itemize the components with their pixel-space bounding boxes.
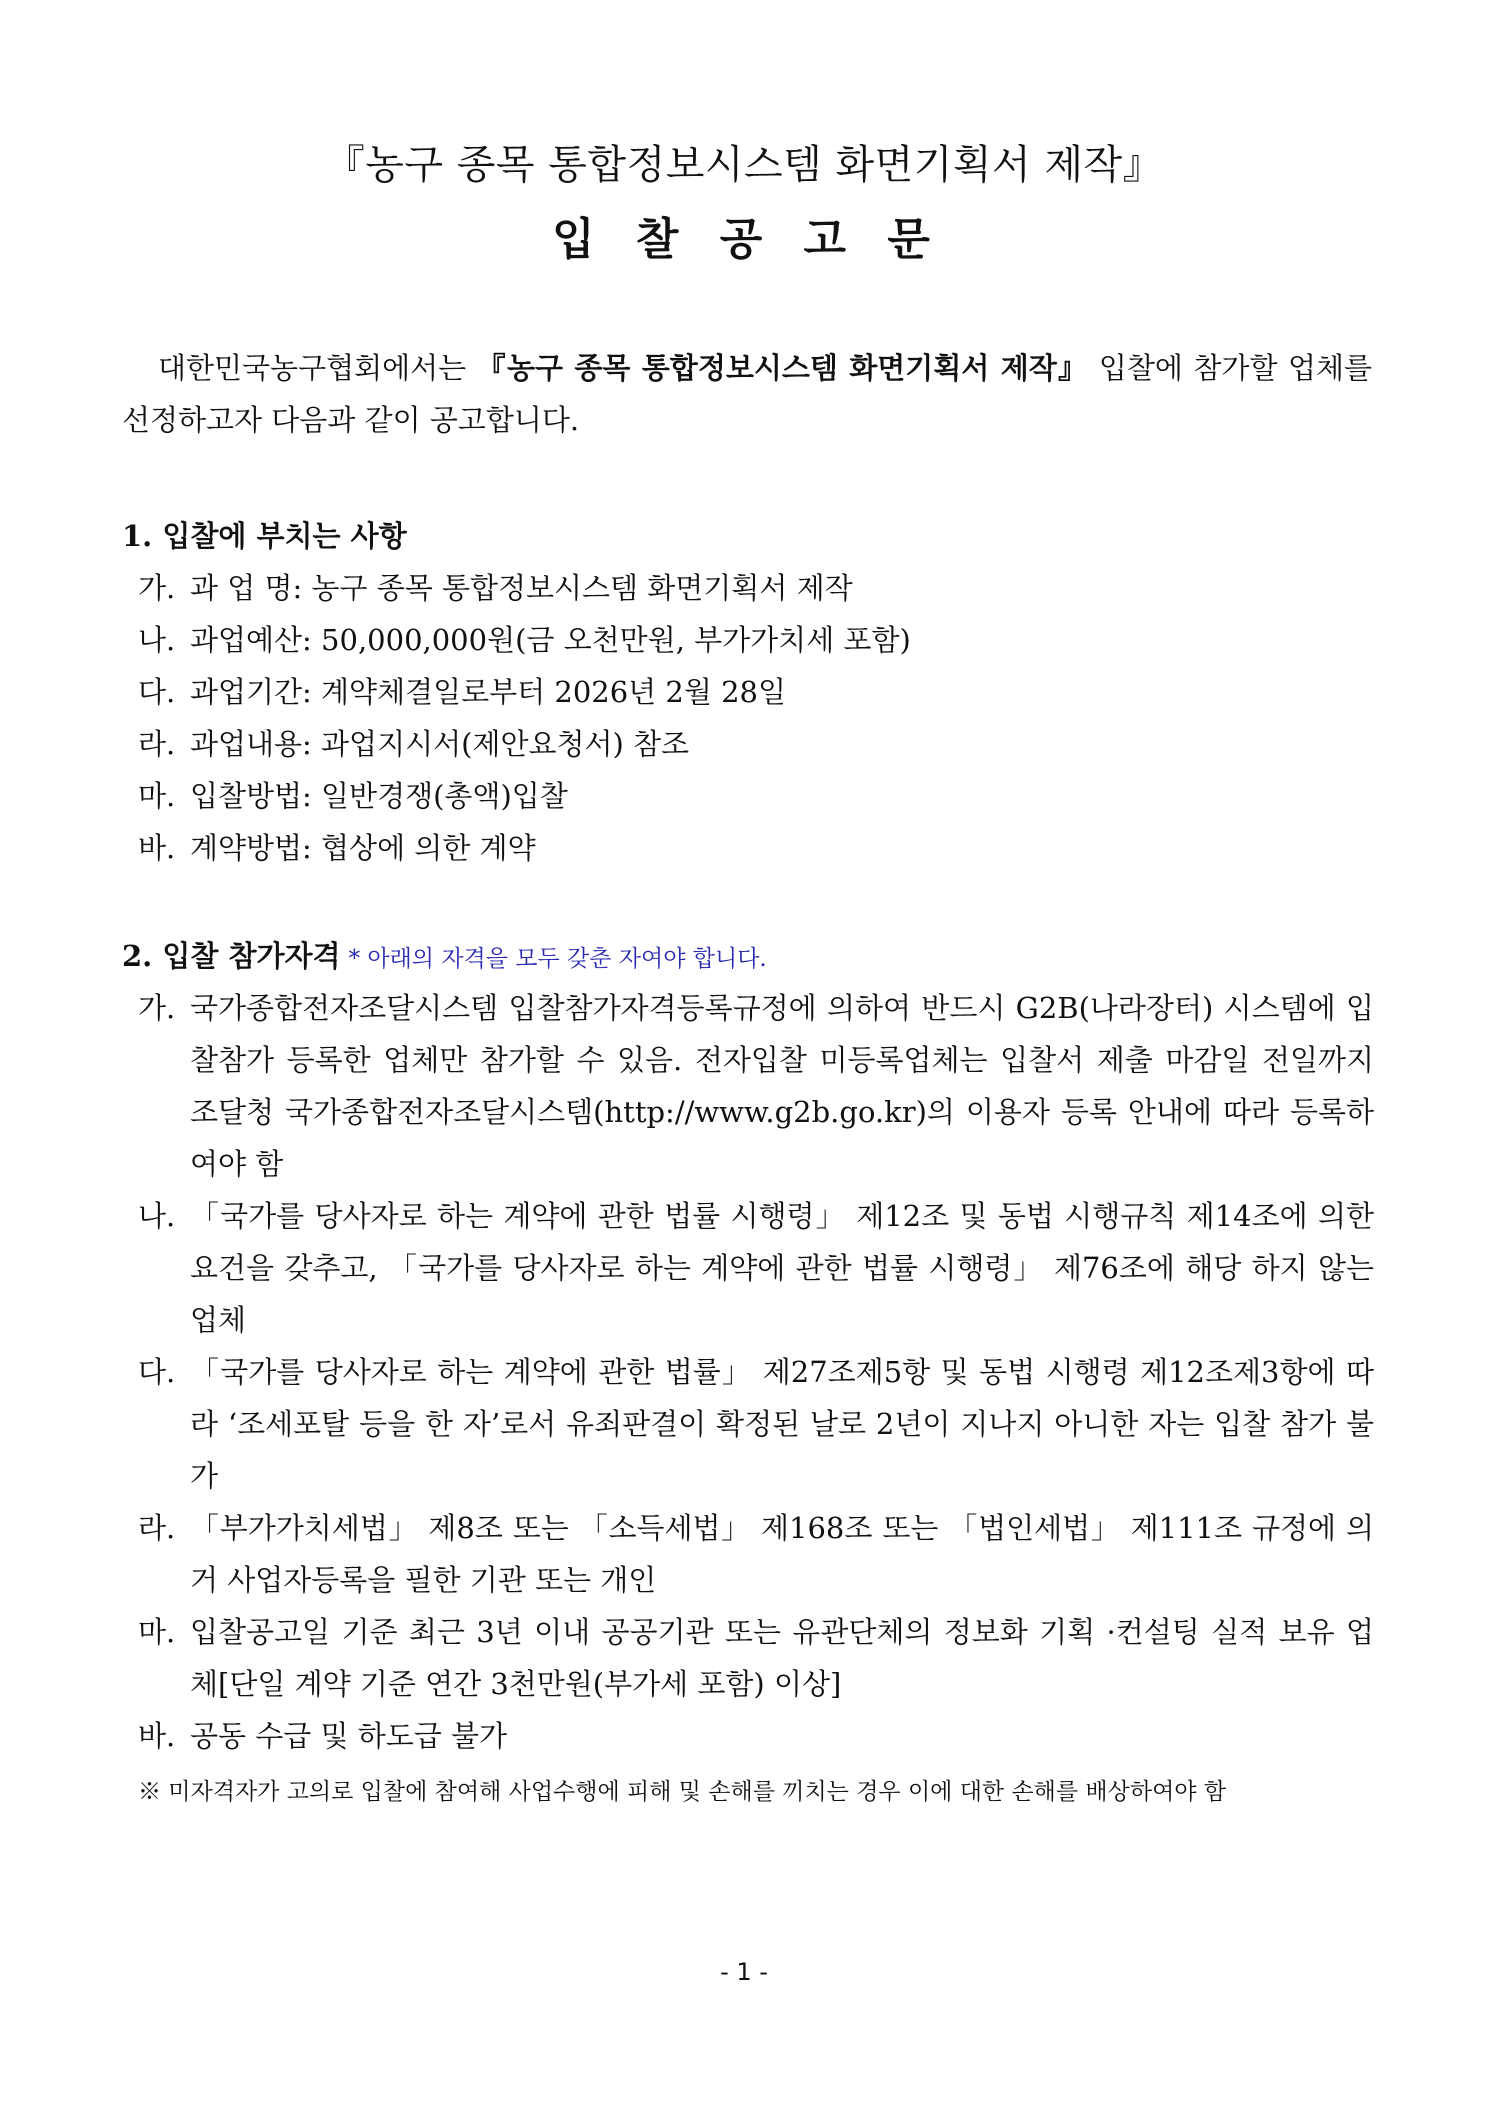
- list-item-text: 공동 수급 및 하도급 불가: [190, 1719, 508, 1753]
- section-1-heading-text: 1. 입찰에 부치는 사항: [122, 519, 407, 553]
- list-marker: 마.: [138, 1615, 176, 1649]
- intro-prefix: 대한민국농구협회에서는: [158, 351, 477, 385]
- list-item: [138, 1710, 1374, 1762]
- list-item-text: 「국가를 당사자로 하는 계약에 관한 법률」 제27조제5항 및 동법 시행령 제12조제3항에 따라 ‘조세포탈 등을 한 자’로서 유죄판결이 확정된 날로 2년이 지나지 아니한 자는 입찰 참가 불가: [190, 1355, 1374, 1493]
- section-2-heading: [122, 930, 767, 985]
- list-marker: 나.: [138, 623, 176, 657]
- list-item-text: 과업내용: 과업지시서(제안요청서) 참조: [190, 727, 690, 761]
- document-title: 『농구 종목 통합정보시스템 화면기획서 제작』: [324, 142, 1164, 188]
- list-marker: 라.: [138, 727, 176, 761]
- section-1-heading: [122, 510, 407, 562]
- footnote: ※ 미자격자가 고의로 입찰에 참여해 사업수행에 피해 및 손해를 끼치는 경우 이에 대한 손해를 배상하여야 함: [138, 1779, 1227, 1805]
- list-item: [138, 822, 1374, 874]
- list-marker: 가.: [138, 571, 176, 605]
- list-item-text: 과 업 명: 농구 종목 통합정보시스템 화면기획서 제작: [190, 571, 853, 605]
- list-marker: 나.: [138, 1199, 176, 1233]
- list-marker: 바.: [138, 831, 176, 865]
- list-item-text: 과업예산: 50,000,000원(금 오천만원, 부가가치세 포함): [190, 623, 911, 657]
- list-item: [138, 1502, 1374, 1606]
- list-item: [138, 666, 1374, 718]
- list-item: [138, 562, 1374, 614]
- list-item-text: 국가종합전자조달시스템 입찰참가자격등록규정에 의하여 반드시 G2B(나라장터) 시스템에 입찰참가 등록한 업체만 참가할 수 있음. 전자입찰 미등록업체는 입찰서 제출 마감일 전일까지 조달청 국가종합전자조달시스템(http://www.g2b.go.kr)의 이용자 등록 안내에 따라 등록하여야 함: [190, 991, 1374, 1181]
- document-subtitle: 입 찰 공 고 문: [552, 214, 936, 265]
- page-number: - 1 -: [720, 1958, 768, 1986]
- list-item-text: 입찰방법: 일반경쟁(총액)입찰: [190, 779, 568, 813]
- intro-suffix: 입찰에 참가할 업체를 선정하고자 다음과 같이 공고합니다.: [122, 351, 1373, 437]
- list-item: [138, 770, 1374, 822]
- list-item: [138, 614, 1374, 666]
- list-item-text: 과업기간: 계약체결일로부터 2026년 2월 28일: [190, 675, 787, 709]
- list-marker: 다.: [138, 1355, 176, 1389]
- list-item: [138, 1190, 1374, 1346]
- list-marker: 가.: [138, 991, 176, 1025]
- list-marker: 다.: [138, 675, 176, 709]
- list-marker: 마.: [138, 779, 176, 813]
- list-item-text: 계약방법: 협상에 의한 계약: [190, 831, 536, 865]
- list-marker: 라.: [138, 1511, 176, 1545]
- section-2-list: [138, 982, 1374, 1762]
- list-item: [138, 982, 1374, 1190]
- intro-paragraph: [122, 342, 1372, 446]
- list-item: [138, 1346, 1374, 1502]
- section-1-list: [138, 562, 1374, 874]
- intro-emphasis: 『농구 종목 통합정보시스템 화면기획서 제작』: [476, 351, 1089, 385]
- section-2-heading-text: 2. 입찰 참가자격: [122, 939, 341, 973]
- list-item-text: 「부가가치세법」 제8조 또는 「소득세법」 제168조 또는 「법인세법」 제111조 규정에 의거 사업자등록을 필한 기관 또는 개인: [190, 1511, 1374, 1597]
- list-marker: 바.: [138, 1719, 176, 1753]
- list-item: [138, 1606, 1374, 1710]
- section-2-note: * 아래의 자격을 모두 갖춘 자여야 합니다.: [348, 946, 767, 972]
- list-item-text: 입찰공고일 기준 최근 3년 이내 공공기관 또는 유관단체의 정보화 기획 ·컨설팅 실적 보유 업체[단일 계약 기준 연간 3천만원(부가세 포함) 이상]: [190, 1615, 1374, 1701]
- list-item: [138, 718, 1374, 770]
- list-item-text: 「국가를 당사자로 하는 계약에 관한 법률 시행령」 제12조 및 동법 시행규칙 제14조에 의한 요건을 갖추고, 「국가를 당사자로 하는 계약에 관한 법률 시행령」 제76조에 해당 하지 않는 업체: [190, 1199, 1374, 1337]
